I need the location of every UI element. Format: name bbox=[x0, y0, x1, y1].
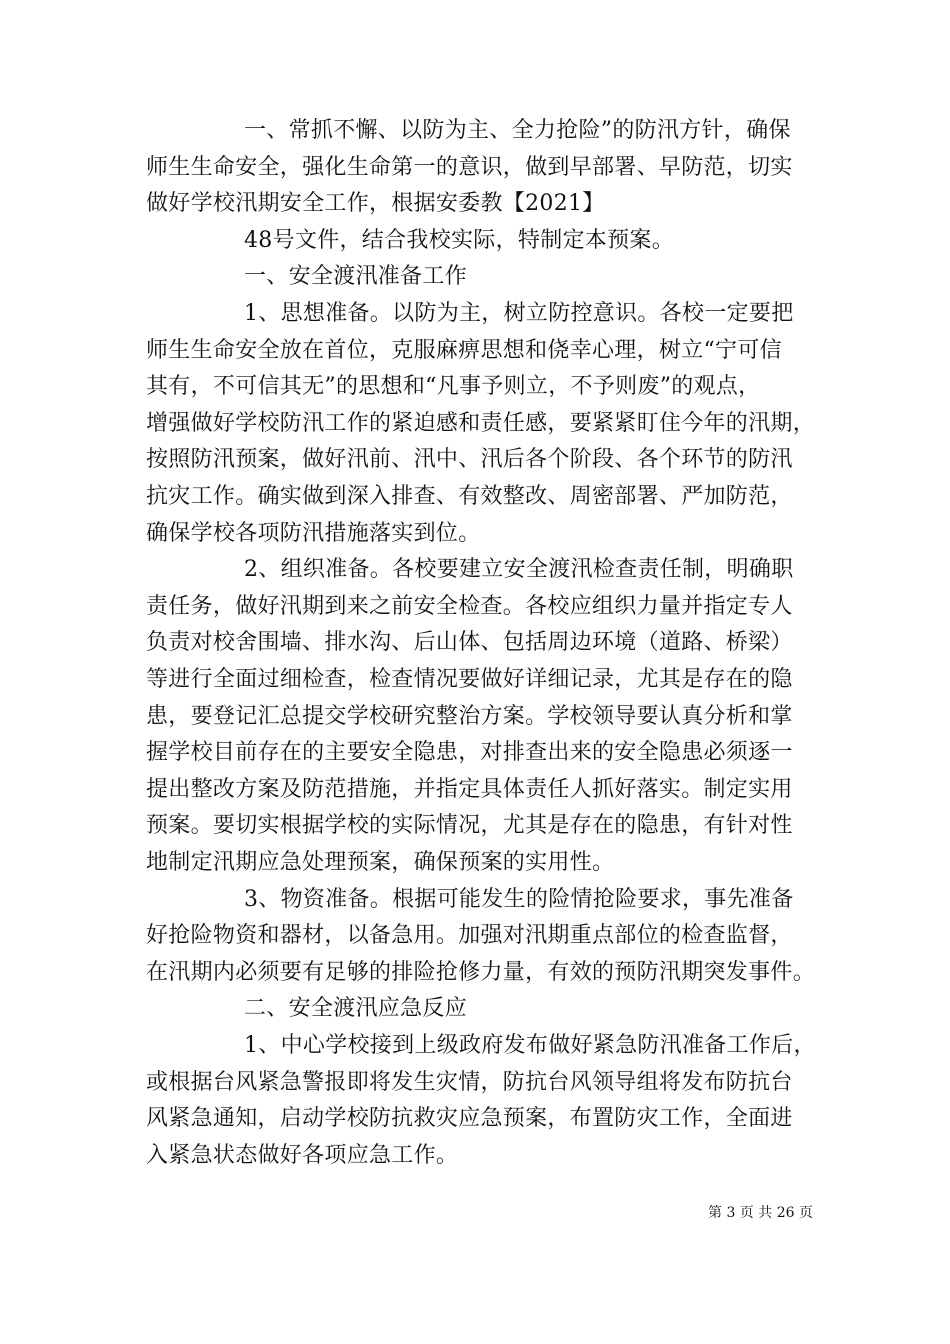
text-line: 在汛期内必须要有足够的排险抢修力量，有效的预防汛期突发事件。 bbox=[146, 959, 816, 985]
text-line: 师生生命安全放在首位，克服麻痹思想和侥幸心理，树立“宁可信 bbox=[146, 337, 782, 363]
text-line: 1、中心学校接到上级政府发布做好紧急防汛准备工作后， bbox=[244, 1033, 816, 1058]
text-line: 师生生命安全，强化生命第一的意识，做到早部署、早防范，切实 bbox=[146, 154, 793, 180]
text-line: 二、安全渡汛应急反应 bbox=[244, 996, 468, 1022]
text-line: 一、常抓不懈、以防为主、全力抢险”的防汛方针，确保 bbox=[244, 118, 791, 143]
text-line: 2、组织准备。各校要建立安全渡汛检查责任制，明确职 bbox=[244, 557, 794, 583]
text-line: 做好学校汛期安全工作，根据安委教【2021】 bbox=[146, 191, 605, 217]
text-line: 风紧急通知，启动学校防抗救灾应急预案，布置防灾工作，全面进 bbox=[146, 1106, 793, 1132]
text-line: 抗灾工作。确实做到深入排查、有效整改、周密部署、严加防范， bbox=[146, 484, 793, 509]
text-line: 责任务，做好汛期到来之前安全检查。各校应组织力量并指定专人 bbox=[146, 593, 793, 619]
text-line: 3、物资准备。根据可能发生的险情抢险要求，事先准备 bbox=[244, 886, 794, 912]
text-line: 确保学校各项防汛措施落实到位。 bbox=[146, 520, 481, 546]
text-line: 好抢险物资和器材，以备急用。加强对汛期重点部位的检查监督， bbox=[146, 923, 793, 949]
text-line: 入紧急状态做好各项应急工作。 bbox=[146, 1142, 459, 1168]
text-line: 患，要登记汇总提交学校研究整治方案。学校领导要认真分析和掌 bbox=[146, 703, 793, 729]
text-line: 负责对校舍围墙、排水沟、后山体、包括周边环境（道路、桥梁） bbox=[146, 630, 793, 656]
text-line: 其有，不可信其无”的思想和“凡事予则立，不予则废”的观点， bbox=[146, 374, 761, 400]
text-line: 握学校目前存在的主要安全隐患，对排查出来的安全隐患必须逐一 bbox=[146, 740, 793, 766]
text-line: 预案。要切实根据学校的实际情况，尤其是存在的隐患，有针对性 bbox=[146, 813, 793, 839]
text-line: 48号文件，结合我校实际，特制定本预案。 bbox=[244, 227, 674, 253]
text-line: 提出整改方案及防范措施，并指定具体责任人抓好落实。制定实用 bbox=[146, 776, 793, 802]
text-line: 地制定汛期应急处理预案，确保预案的实用性。 bbox=[146, 850, 615, 875]
page-footer: 第 3 页 共 26 页 bbox=[708, 1205, 813, 1221]
text-line: 等进行全面过细检查，检查情况要做好详细记录，尤其是存在的隐 bbox=[146, 667, 793, 692]
text-line: 增强做好学校防汛工作的紧迫感和责任感，要紧紧盯住今年的汛期， bbox=[146, 410, 816, 436]
text-line: 按照防汛预案，做好汛前、汛中、汛后各个阶段、各个环节的防汛 bbox=[146, 447, 793, 473]
text-line: 1、思想准备。以防为主，树立防控意识。各校一定要把 bbox=[244, 301, 794, 326]
text-line: 或根据台风紧急警报即将发生灾情，防抗台风领导组将发布防抗台 bbox=[146, 1069, 793, 1095]
text-line: 一、安全渡汛准备工作 bbox=[244, 264, 468, 290]
